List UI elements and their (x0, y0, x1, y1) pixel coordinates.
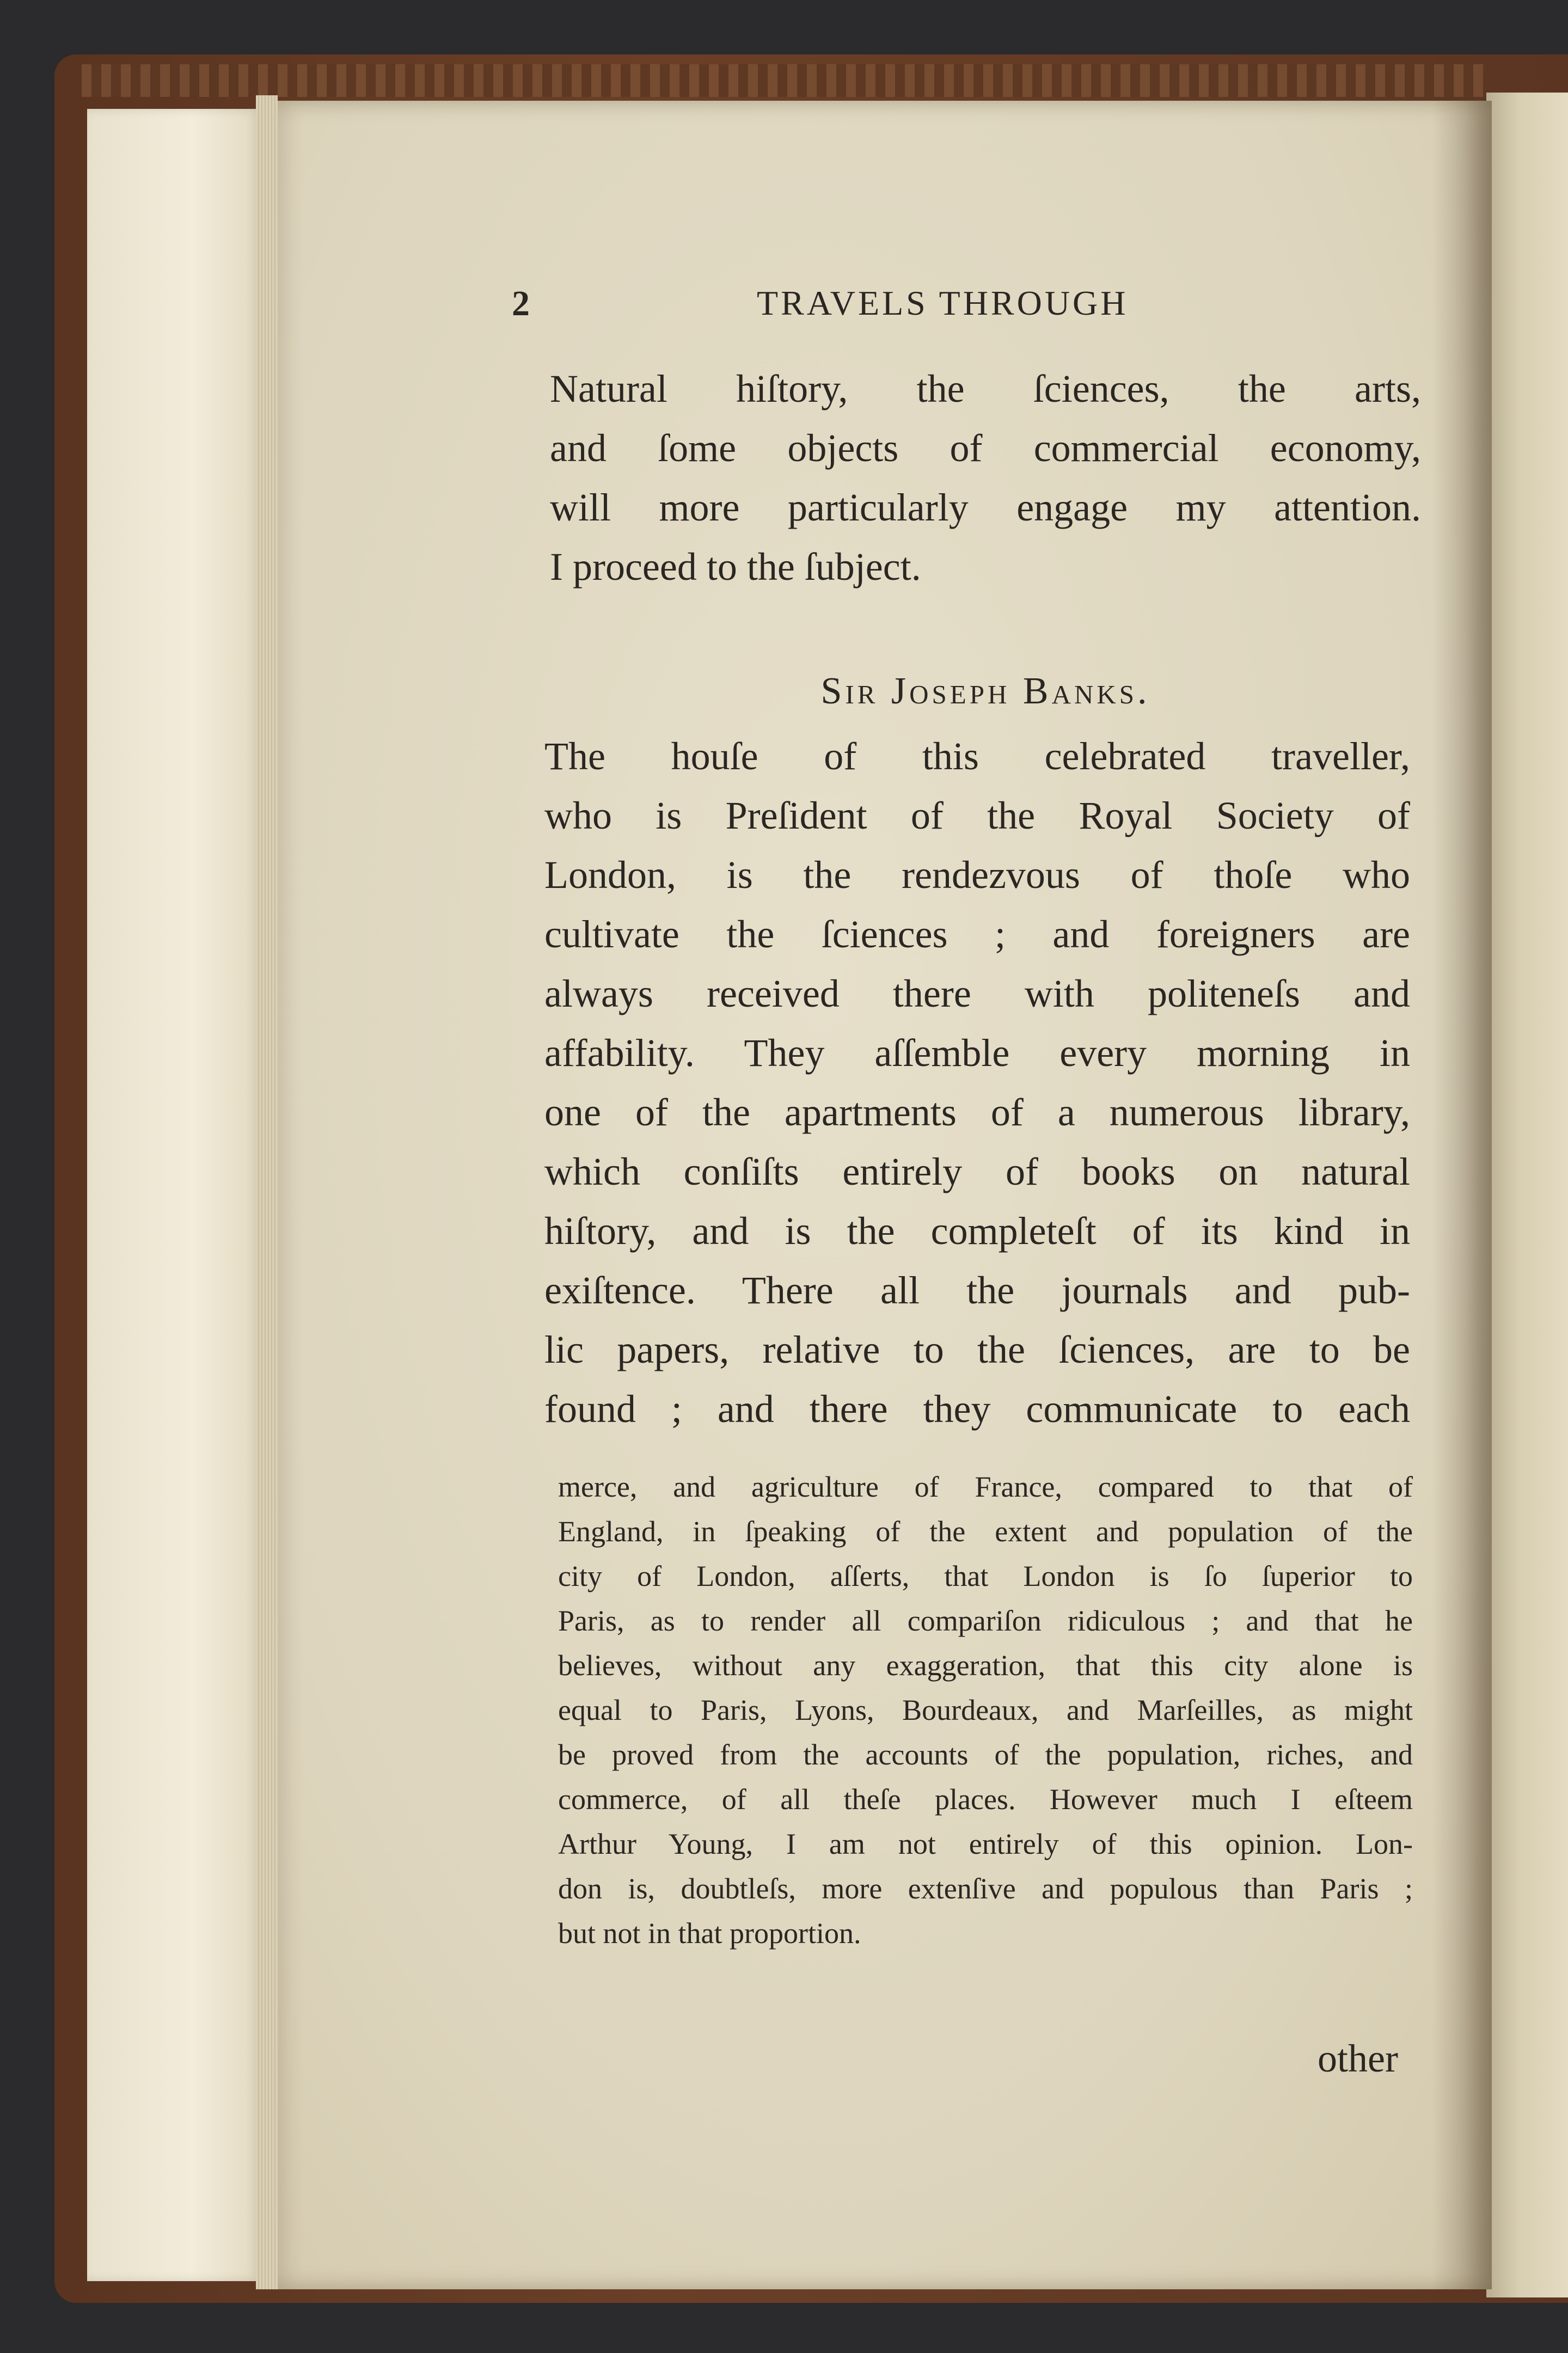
text-line: and ſome objects of commercial economy, (550, 426, 1421, 470)
text-line: lic papers, relative to the ſciences, are to be (544, 1328, 1410, 1371)
footnote-line: commerce, of all theſe places. However much I eſteem (558, 1783, 1413, 1816)
footnote-line: England, in ſpeaking of the extent and population of the (558, 1515, 1413, 1548)
text-line: exiſtence. There all the journals and pub- (544, 1269, 1410, 1312)
text-line: I proceed to the ſubject. (550, 545, 921, 589)
text-line: The houſe of this celebrated traveller, (544, 734, 1410, 778)
cover-tooling (82, 64, 1486, 97)
text-line: cultivate the ſciences ; and foreigners are (544, 912, 1410, 956)
text-line: always received there with politeneſs and (544, 972, 1410, 1015)
footnote-line: Paris, as to render all compariſon ridiculous ; and that he (558, 1604, 1413, 1637)
running-head (512, 283, 1437, 332)
text-line: affability. They aſſemble every morning in (544, 1031, 1410, 1075)
text-line: which conſiſts entirely of books on natural (544, 1150, 1410, 1193)
footnote-line: city of London, aſſerts, that London is ſo ſuperior to (558, 1560, 1413, 1592)
catchword: other (1318, 2037, 1398, 2080)
footnote-line: Arthur Young, I am not entirely of this opinion. Lon- (558, 1828, 1413, 1860)
text-line: who is Preſident of the Royal Society of (544, 794, 1410, 837)
footnote-line: be proved from the accounts of the population, riches, and (558, 1738, 1413, 1771)
footnote-line: don is, doubtleſs, more extenſive and populous than Paris ; (558, 1872, 1413, 1905)
running-title: TRAVELS THROUGH (757, 284, 1129, 322)
page-number: 2 (512, 284, 530, 323)
section-heading: Sir Joseph Banks. (820, 670, 1150, 712)
text-line: London, is the rendezvous of thoſe who (544, 853, 1410, 897)
page-edges-left (87, 109, 261, 2281)
text-line: hiſtory, and is the completeſt of its kind in (544, 1209, 1410, 1253)
footnote-line: believes, without any exaggeration, that this city alone is (558, 1649, 1413, 1682)
footnote (558, 1465, 1413, 1956)
facing-page-edge (1486, 93, 1568, 2297)
gutter-shadow (1432, 101, 1492, 2289)
text-line: one of the apartments of a numerous library, (544, 1090, 1410, 1134)
footnote-line: but not in that proportion. (558, 1917, 861, 1950)
page-stack (256, 95, 278, 2289)
footnote-line: merce, and agriculture of France, compared to that of (558, 1470, 1413, 1503)
text-line: Natural hiſtory, the ſciences, the arts, (550, 367, 1421, 410)
text-line: found ; and there they communicate to each (544, 1387, 1410, 1431)
opening-text (550, 359, 1421, 597)
footnote-line: equal to Paris, Lyons, Bourdeaux, and Marſeilles, as might (558, 1694, 1413, 1726)
text-line: will more particularly engage my attention. (550, 486, 1421, 529)
main-paragraph (544, 727, 1410, 1439)
